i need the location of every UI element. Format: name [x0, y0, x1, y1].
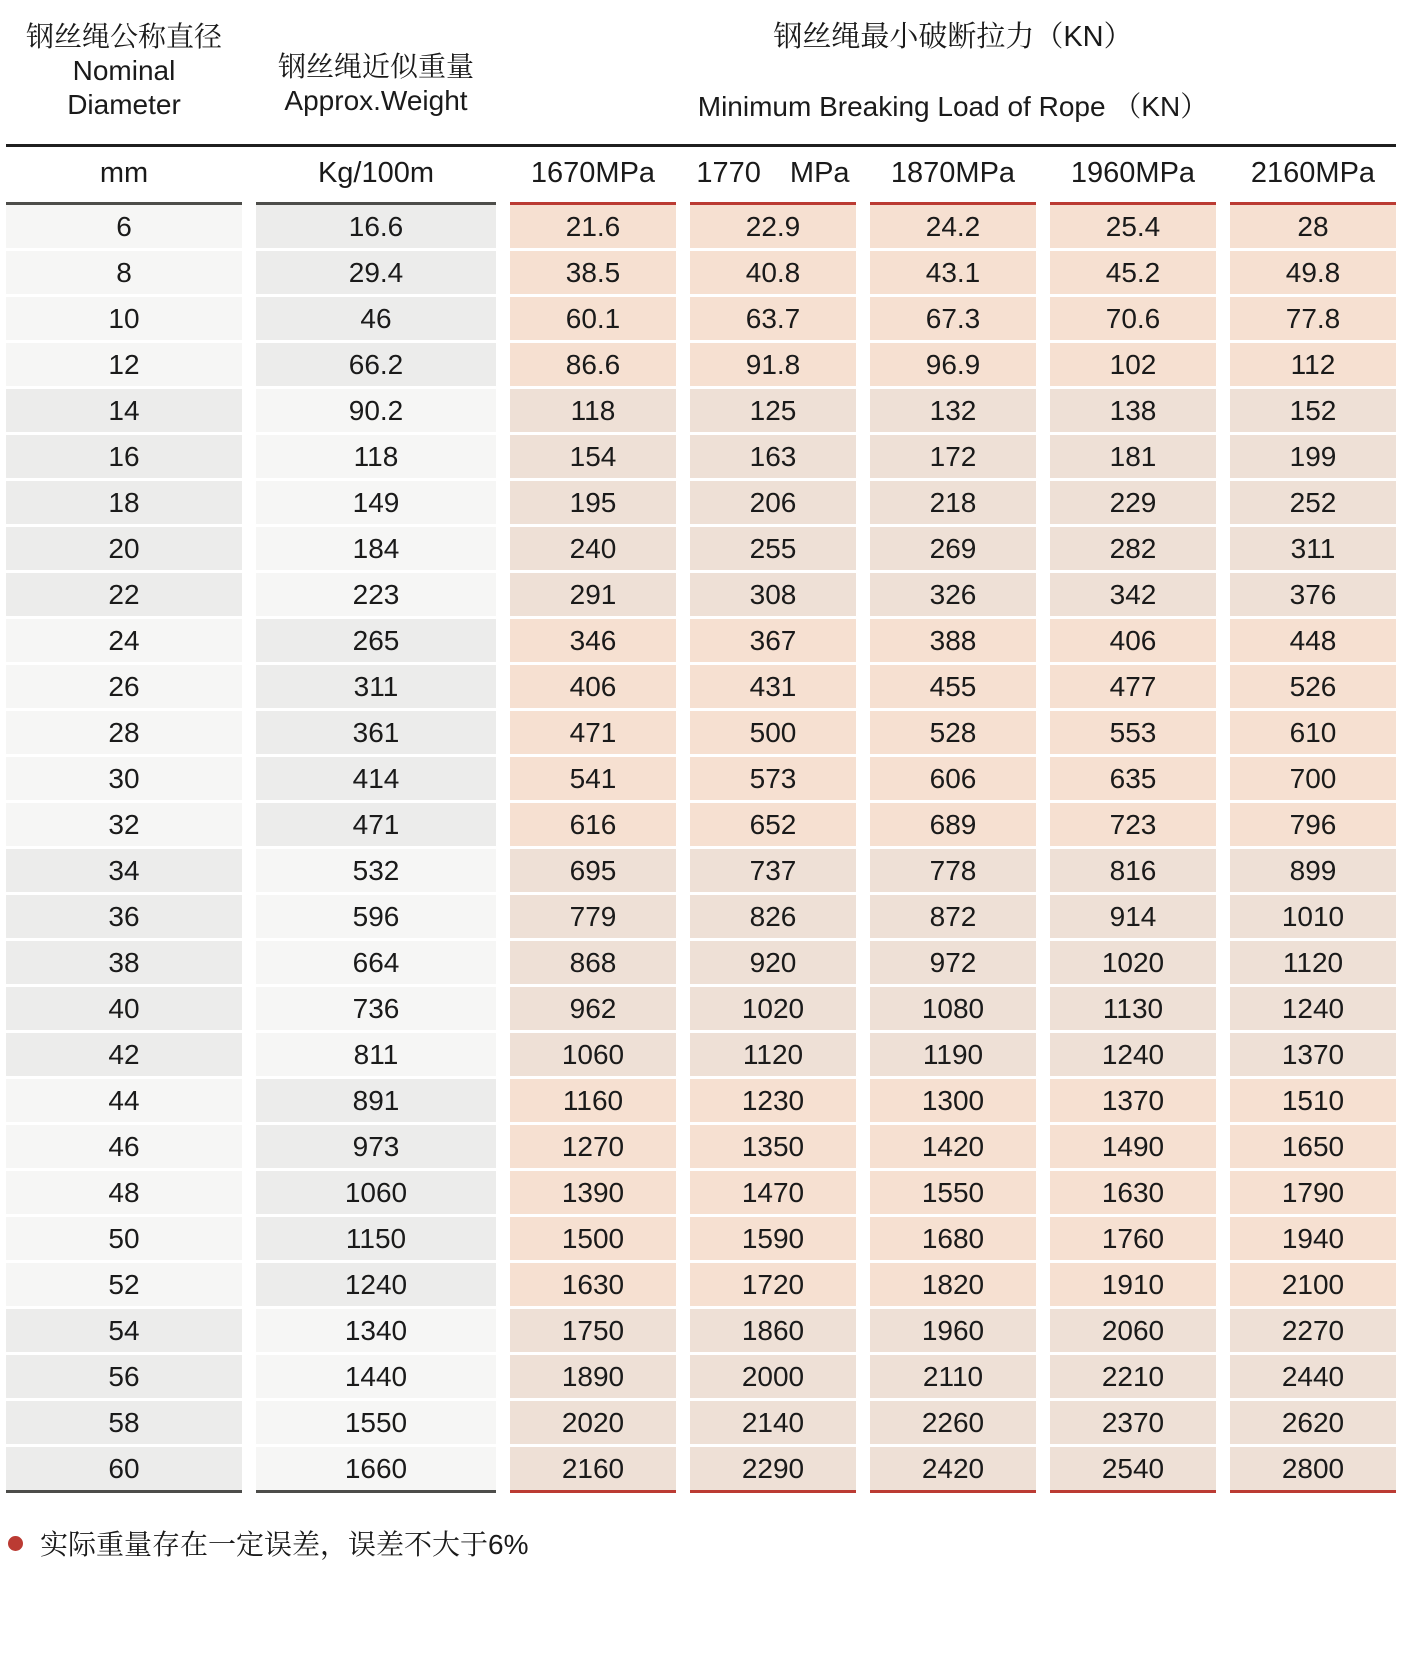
cell-load-1770mpa: 22.9 [690, 202, 856, 248]
table-row [0, 711, 1413, 754]
cell-load-2160mpa: 1240 [1230, 987, 1396, 1030]
cell-load-1870mpa: 2110 [870, 1355, 1036, 1398]
cell-load-1870mpa: 67.3 [870, 297, 1036, 340]
cell-weight: 471 [256, 803, 496, 846]
column-header-1770mpa: 1770 MPa [696, 156, 850, 189]
cell-load-1770mpa: 1350 [690, 1125, 856, 1168]
cell-load-1670mpa: 1890 [510, 1355, 676, 1398]
cell-load-1870mpa: 528 [870, 711, 1036, 754]
cell-diameter: 46 [6, 1125, 242, 1168]
cell-load-2160mpa: 1940 [1230, 1217, 1396, 1260]
cell-load-1870mpa: 872 [870, 895, 1036, 938]
cell-diameter: 28 [6, 711, 242, 754]
cell-weight: 973 [256, 1125, 496, 1168]
cell-weight: 596 [256, 895, 496, 938]
column-header-1960mpa: 1960MPa [1070, 156, 1196, 189]
cell-load-2160mpa: 112 [1230, 343, 1396, 386]
table-row [0, 251, 1413, 294]
cell-load-1960mpa: 1240 [1050, 1033, 1216, 1076]
cell-load-1870mpa: 269 [870, 527, 1036, 570]
cell-load-1870mpa: 132 [870, 389, 1036, 432]
cell-load-1770mpa: 500 [690, 711, 856, 754]
cell-weight: 811 [256, 1033, 496, 1076]
title-diameter-en-line2: Diameter [67, 89, 181, 120]
cell-weight: 265 [256, 619, 496, 662]
cell-diameter: 8 [6, 251, 242, 294]
cell-load-1870mpa: 1680 [870, 1217, 1036, 1260]
cell-load-1870mpa: 689 [870, 803, 1036, 846]
title-weight-en: Approx.Weight [284, 85, 468, 116]
cell-load-1770mpa: 737 [690, 849, 856, 892]
cell-diameter: 56 [6, 1355, 242, 1398]
cell-load-2160mpa: 152 [1230, 389, 1396, 432]
column-header-1870mpa: 1870MPa [890, 156, 1016, 189]
title-approx-weight [256, 20, 496, 144]
table-row [0, 1447, 1413, 1493]
cell-load-1670mpa: 346 [510, 619, 676, 662]
cell-load-1670mpa: 868 [510, 941, 676, 984]
cell-load-1670mpa: 695 [510, 849, 676, 892]
bullet-dot-icon [8, 1536, 23, 1551]
cell-load-2160mpa: 899 [1230, 849, 1396, 892]
cell-load-1870mpa: 326 [870, 573, 1036, 616]
cell-load-1960mpa: 1020 [1050, 941, 1216, 984]
cell-load-1870mpa: 1960 [870, 1309, 1036, 1352]
cell-diameter: 22 [6, 573, 242, 616]
cell-load-1960mpa: 1760 [1050, 1217, 1216, 1260]
cell-load-1870mpa: 1550 [870, 1171, 1036, 1214]
cell-diameter: 16 [6, 435, 242, 478]
cell-load-1870mpa: 1420 [870, 1125, 1036, 1168]
cell-load-2160mpa: 448 [1230, 619, 1396, 662]
cell-diameter: 18 [6, 481, 242, 524]
title-min-breaking-load [510, 20, 1396, 124]
cell-load-1960mpa: 1630 [1050, 1171, 1216, 1214]
cell-load-1870mpa: 43.1 [870, 251, 1036, 294]
cell-load-1960mpa: 229 [1050, 481, 1216, 524]
table-row [0, 1355, 1413, 1398]
cell-load-1960mpa: 1910 [1050, 1263, 1216, 1306]
title-load-zh: 钢丝绳最小破断拉力（KN） [773, 21, 1133, 53]
cell-weight: 1440 [256, 1355, 496, 1398]
cell-load-1770mpa: 920 [690, 941, 856, 984]
cell-load-1670mpa: 471 [510, 711, 676, 754]
cell-diameter: 52 [6, 1263, 242, 1306]
cell-load-1770mpa: 573 [690, 757, 856, 800]
table-row [0, 1125, 1413, 1168]
title-weight-zh: 钢丝绳近似重量 [277, 51, 474, 82]
cell-load-1870mpa: 2260 [870, 1401, 1036, 1444]
cell-load-1870mpa: 1190 [870, 1033, 1036, 1076]
cell-load-1670mpa: 38.5 [510, 251, 676, 294]
cell-diameter: 34 [6, 849, 242, 892]
cell-weight: 1660 [256, 1447, 496, 1493]
table-row [0, 297, 1413, 340]
cell-load-1960mpa: 138 [1050, 389, 1216, 432]
footnote-text: 实际重量存在一定误差，误差不大于6% [40, 1529, 529, 1560]
table-row [0, 1079, 1413, 1122]
title-load-en: Minimum Breaking Load of Rope （KN） [697, 91, 1209, 122]
cell-load-1770mpa: 308 [690, 573, 856, 616]
cell-weight: 184 [256, 527, 496, 570]
table-row [0, 481, 1413, 524]
cell-load-1770mpa: 1470 [690, 1171, 856, 1214]
cell-load-1670mpa: 291 [510, 573, 676, 616]
cell-weight: 29.4 [256, 251, 496, 294]
column-header-kg100m: Kg/100m [317, 156, 435, 189]
table-row [0, 1309, 1413, 1352]
cell-load-1770mpa: 1720 [690, 1263, 856, 1306]
cell-load-1770mpa: 125 [690, 389, 856, 432]
cell-load-1770mpa: 431 [690, 665, 856, 708]
cell-load-2160mpa: 49.8 [1230, 251, 1396, 294]
cell-load-1670mpa: 779 [510, 895, 676, 938]
cell-load-1870mpa: 388 [870, 619, 1036, 662]
cell-weight: 1150 [256, 1217, 496, 1260]
cell-load-1960mpa: 102 [1050, 343, 1216, 386]
cell-load-1870mpa: 172 [870, 435, 1036, 478]
cell-load-1770mpa: 1860 [690, 1309, 856, 1352]
cell-load-1960mpa: 342 [1050, 573, 1216, 616]
cell-load-1870mpa: 96.9 [870, 343, 1036, 386]
cell-diameter: 38 [6, 941, 242, 984]
table-row [0, 757, 1413, 800]
cell-load-1870mpa: 2420 [870, 1447, 1036, 1493]
cell-load-1670mpa: 86.6 [510, 343, 676, 386]
cell-load-2160mpa: 796 [1230, 803, 1396, 846]
cell-load-1960mpa: 70.6 [1050, 297, 1216, 340]
cell-load-1870mpa: 606 [870, 757, 1036, 800]
cell-load-1770mpa: 367 [690, 619, 856, 662]
cell-weight: 664 [256, 941, 496, 984]
cell-load-2160mpa: 1120 [1230, 941, 1396, 984]
cell-load-1670mpa: 1750 [510, 1309, 676, 1352]
cell-diameter: 12 [6, 343, 242, 386]
table-row [0, 527, 1413, 570]
cell-load-1960mpa: 282 [1050, 527, 1216, 570]
cell-diameter: 60 [6, 1447, 242, 1493]
cell-diameter: 26 [6, 665, 242, 708]
cell-weight: 891 [256, 1079, 496, 1122]
table-row [0, 803, 1413, 846]
cell-weight: 1550 [256, 1401, 496, 1444]
footnote [8, 1523, 1413, 1563]
cell-diameter: 32 [6, 803, 242, 846]
table-row [0, 202, 1413, 248]
cell-load-1670mpa: 541 [510, 757, 676, 800]
cell-diameter: 10 [6, 297, 242, 340]
cell-load-1870mpa: 1080 [870, 987, 1036, 1030]
cell-diameter: 36 [6, 895, 242, 938]
cell-load-1960mpa: 2540 [1050, 1447, 1216, 1493]
column-header-mm: mm [99, 156, 149, 189]
cell-weight: 16.6 [256, 202, 496, 248]
table-row [0, 987, 1413, 1030]
cell-load-1670mpa: 60.1 [510, 297, 676, 340]
cell-diameter: 30 [6, 757, 242, 800]
cell-load-2160mpa: 28 [1230, 202, 1396, 248]
cell-load-2160mpa: 376 [1230, 573, 1396, 616]
cell-load-2160mpa: 1510 [1230, 1079, 1396, 1122]
cell-load-2160mpa: 199 [1230, 435, 1396, 478]
column-header-1670mpa: 1670MPa [530, 156, 656, 189]
column-header-row [0, 147, 1413, 199]
cell-load-2160mpa: 2620 [1230, 1401, 1396, 1444]
cell-load-1960mpa: 1130 [1050, 987, 1216, 1030]
cell-load-2160mpa: 1370 [1230, 1033, 1396, 1076]
cell-load-1670mpa: 1160 [510, 1079, 676, 1122]
table-row [0, 343, 1413, 386]
cell-load-1770mpa: 1020 [690, 987, 856, 1030]
cell-load-1770mpa: 255 [690, 527, 856, 570]
cell-load-1670mpa: 1500 [510, 1217, 676, 1260]
cell-weight: 532 [256, 849, 496, 892]
cell-load-1960mpa: 914 [1050, 895, 1216, 938]
cell-diameter: 50 [6, 1217, 242, 1260]
cell-load-1670mpa: 195 [510, 481, 676, 524]
cell-load-1670mpa: 1060 [510, 1033, 676, 1076]
table-row [0, 941, 1413, 984]
cell-weight: 66.2 [256, 343, 496, 386]
table-row [0, 849, 1413, 892]
cell-load-1960mpa: 25.4 [1050, 202, 1216, 248]
cell-weight: 361 [256, 711, 496, 754]
cell-load-1670mpa: 2020 [510, 1401, 676, 1444]
cell-load-2160mpa: 1790 [1230, 1171, 1396, 1214]
cell-load-1670mpa: 154 [510, 435, 676, 478]
table-row [0, 1033, 1413, 1076]
table-row [0, 573, 1413, 616]
cell-load-1960mpa: 816 [1050, 849, 1216, 892]
table-row [0, 389, 1413, 432]
cell-load-1870mpa: 1300 [870, 1079, 1036, 1122]
title-diameter-zh: 钢丝绳公称直径 [25, 21, 222, 52]
cell-load-1670mpa: 1270 [510, 1125, 676, 1168]
cell-diameter: 54 [6, 1309, 242, 1352]
table-row [0, 895, 1413, 938]
cell-weight: 414 [256, 757, 496, 800]
cell-load-1960mpa: 2060 [1050, 1309, 1216, 1352]
cell-load-1960mpa: 1490 [1050, 1125, 1216, 1168]
cell-load-1960mpa: 1370 [1050, 1079, 1216, 1122]
cell-load-2160mpa: 1650 [1230, 1125, 1396, 1168]
cell-diameter: 48 [6, 1171, 242, 1214]
cell-load-1870mpa: 455 [870, 665, 1036, 708]
cell-load-1960mpa: 477 [1050, 665, 1216, 708]
cell-load-1670mpa: 1630 [510, 1263, 676, 1306]
cell-load-1770mpa: 40.8 [690, 251, 856, 294]
cell-load-1770mpa: 2290 [690, 1447, 856, 1493]
cell-load-1670mpa: 21.6 [510, 202, 676, 248]
cell-diameter: 6 [6, 202, 242, 248]
cell-weight: 90.2 [256, 389, 496, 432]
table-row [0, 435, 1413, 478]
cell-diameter: 40 [6, 987, 242, 1030]
title-nominal-diameter [6, 20, 242, 144]
table-row [0, 619, 1413, 662]
cell-load-2160mpa: 610 [1230, 711, 1396, 754]
table-row [0, 1263, 1413, 1306]
cell-load-1770mpa: 1590 [690, 1217, 856, 1260]
cell-load-1770mpa: 163 [690, 435, 856, 478]
cell-load-1960mpa: 723 [1050, 803, 1216, 846]
cell-load-1870mpa: 778 [870, 849, 1036, 892]
cell-load-2160mpa: 311 [1230, 527, 1396, 570]
cell-load-1770mpa: 91.8 [690, 343, 856, 386]
cell-load-1870mpa: 24.2 [870, 202, 1036, 248]
cell-load-1870mpa: 218 [870, 481, 1036, 524]
cell-weight: 149 [256, 481, 496, 524]
cell-load-1770mpa: 2000 [690, 1355, 856, 1398]
cell-diameter: 14 [6, 389, 242, 432]
cell-diameter: 24 [6, 619, 242, 662]
cell-load-1770mpa: 206 [690, 481, 856, 524]
cell-load-2160mpa: 77.8 [1230, 297, 1396, 340]
cell-load-2160mpa: 2800 [1230, 1447, 1396, 1493]
cell-load-2160mpa: 2100 [1230, 1263, 1396, 1306]
cell-load-1770mpa: 652 [690, 803, 856, 846]
cell-load-1670mpa: 2160 [510, 1447, 676, 1493]
cell-load-1870mpa: 1820 [870, 1263, 1036, 1306]
cell-diameter: 58 [6, 1401, 242, 1444]
table-row [0, 665, 1413, 708]
cell-weight: 1340 [256, 1309, 496, 1352]
cell-load-2160mpa: 1010 [1230, 895, 1396, 938]
cell-load-2160mpa: 526 [1230, 665, 1396, 708]
cell-load-1770mpa: 1120 [690, 1033, 856, 1076]
cell-load-2160mpa: 700 [1230, 757, 1396, 800]
cell-load-1770mpa: 63.7 [690, 297, 856, 340]
cell-load-1670mpa: 1390 [510, 1171, 676, 1214]
cell-weight: 1060 [256, 1171, 496, 1214]
table-row [0, 1401, 1413, 1444]
cell-load-1670mpa: 406 [510, 665, 676, 708]
title-diameter-en-line1: Nominal [72, 55, 176, 86]
table-row [0, 1171, 1413, 1214]
cell-weight: 46 [256, 297, 496, 340]
table-title-row [0, 0, 1413, 144]
cell-load-1960mpa: 2370 [1050, 1401, 1216, 1444]
cell-load-1670mpa: 962 [510, 987, 676, 1030]
cell-load-1960mpa: 45.2 [1050, 251, 1216, 294]
cell-load-2160mpa: 2270 [1230, 1309, 1396, 1352]
cell-load-1770mpa: 1230 [690, 1079, 856, 1122]
cell-load-2160mpa: 252 [1230, 481, 1396, 524]
table-body [0, 202, 1413, 1493]
cell-diameter: 44 [6, 1079, 242, 1122]
cell-diameter: 42 [6, 1033, 242, 1076]
cell-load-1670mpa: 118 [510, 389, 676, 432]
cell-load-2160mpa: 2440 [1230, 1355, 1396, 1398]
cell-diameter: 20 [6, 527, 242, 570]
cell-load-1960mpa: 2210 [1050, 1355, 1216, 1398]
cell-load-1870mpa: 972 [870, 941, 1036, 984]
cell-load-1670mpa: 616 [510, 803, 676, 846]
cell-load-1960mpa: 406 [1050, 619, 1216, 662]
cell-weight: 311 [256, 665, 496, 708]
cell-load-1770mpa: 2140 [690, 1401, 856, 1444]
cell-load-1670mpa: 240 [510, 527, 676, 570]
cell-load-1960mpa: 553 [1050, 711, 1216, 754]
cell-weight: 223 [256, 573, 496, 616]
cell-load-1770mpa: 826 [690, 895, 856, 938]
cell-load-1960mpa: 635 [1050, 757, 1216, 800]
column-header-2160mpa: 2160MPa [1250, 156, 1376, 189]
table-row [0, 1217, 1413, 1260]
cell-weight: 1240 [256, 1263, 496, 1306]
cell-weight: 736 [256, 987, 496, 1030]
cell-load-1960mpa: 181 [1050, 435, 1216, 478]
cell-weight: 118 [256, 435, 496, 478]
